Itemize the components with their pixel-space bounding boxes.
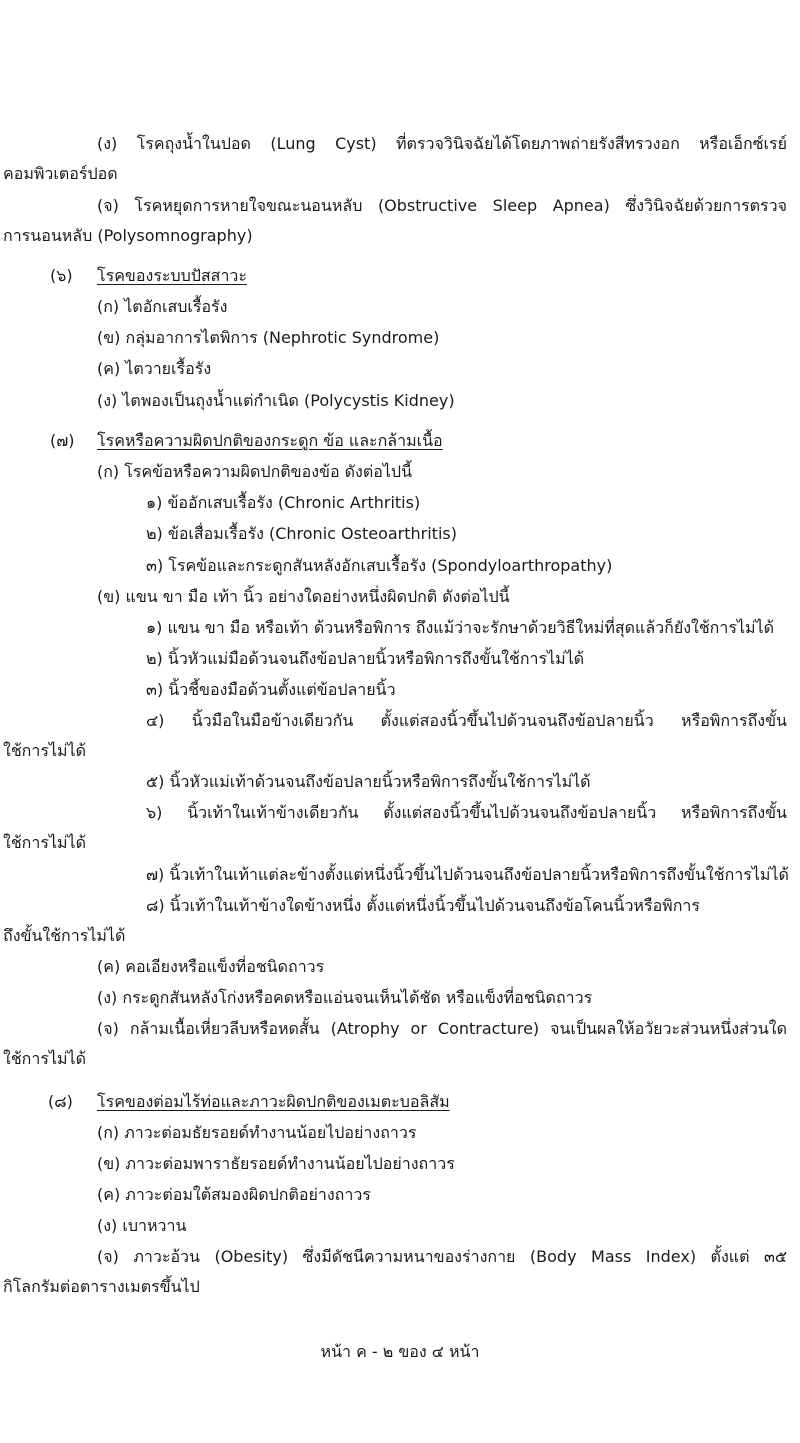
section-8-item-1: (ก) ภาวะต่อมธัยรอยด์ทำงานน้อยไปอย่างถาวร xyxy=(97,1123,417,1142)
section-7b-item-2: ๒) นิ้วหัวแม่มือด้วนจนถึงข้อปลายนิ้วหรือพิการถึงขั้นใช้การไม่ได้ xyxy=(146,649,585,668)
section-6-item-2: (ข) กลุ่มอาการไตพิการ (Nephrotic Syndrome) xyxy=(97,328,440,347)
section-7-heading: โรคหรือความผิดปกติของกระดูก ข้อ และกล้ามเนื้อ xyxy=(97,431,443,450)
section-8-item-4: (ง) เบาหวาน xyxy=(97,1216,187,1235)
section-7a-item-1: ๑) ข้ออักเสบเรื้อรัง (Chronic Arthritis) xyxy=(146,493,421,512)
section-6-item-4: (ง) ไตพองเป็นถุงน้ำแต่กำเนิด (Polycystis Kidney) xyxy=(97,391,455,410)
section-7b-item-4-line1: ๔) นิ้วมือในมือข้างเดียวกัน ตั้งแต่สองนิ้วขึ้นไปด้วนจนถึงข้อปลายนิ้ว หรือพิการถึงขั้น xyxy=(146,711,787,730)
section-7a-title: (ก) โรคข้อหรือความผิดปกติของข้อ ดังต่อไปนี้ xyxy=(97,462,412,481)
section-7e-line2: ใช้การไม่ได้ xyxy=(3,1049,86,1068)
section-7b-item-4-line2: ใช้การไม่ได้ xyxy=(3,741,86,760)
section-8-number: (๘) xyxy=(48,1092,73,1111)
section-7b-item-1: ๑) แขน ขา มือ หรือเท้า ด้วนหรือพิการ ถึงแม้ว่าจะรักษาด้วยวิธีใหม่ที่สุดแล้วก็ยังใช้การไม่ได้ xyxy=(146,618,774,637)
item-ng-lung-cyst-line2: คอมพิวเตอร์ปอด xyxy=(3,164,118,183)
section-7b-item-8-line2: ถึงขั้นใช้การไม่ได้ xyxy=(3,926,126,945)
section-8-heading: โรคของต่อมไร้ท่อและภาวะผิดปกติของเมตะบอลิสัม xyxy=(97,1092,450,1111)
section-6-heading: โรคของระบบปัสสาวะ xyxy=(97,266,247,285)
section-7e-line1: (จ) กล้ามเนื้อเหี่ยวลีบหรือหดสั้น (Atrophy or Contracture) จนเป็นผลให้อวัยวะส่วนหนึ่งส่วนใด xyxy=(97,1019,787,1038)
section-7b-item-8-line1: ๘) นิ้วเท้าในเท้าข้างใดข้างหนึ่ง ตั้งแต่หนึ่งนิ้วขึ้นไปด้วนจนถึงข้อโคนนิ้วหรือพิการ xyxy=(146,896,700,915)
section-8e-line2: กิโลกรัมต่อตารางเมตรขึ้นไป xyxy=(3,1277,200,1296)
section-6-item-1: (ก) ไตอักเสบเรื้อรัง xyxy=(97,297,228,316)
item-jo-sleep-apnea-line2: การนอนหลับ (Polysomnography) xyxy=(3,226,253,245)
section-7d: (ง) กระดูกสันหลังโก่งหรือคดหรือแอ่นจนเห็นได้ชัด หรือแข็งที่อชนิดถาวร xyxy=(97,988,593,1007)
section-6-number: (๖) xyxy=(50,266,73,285)
section-8e-line1: (จ) ภาวะอ้วน (Obesity) ซึ่งมีดัชนีความหนาของร่างกาย (Body Mass Index) ตั้งแต่ ๓๕ xyxy=(97,1247,787,1266)
section-6-item-3: (ค) ไตวายเรื้อรัง xyxy=(97,359,212,378)
item-jo-sleep-apnea-line1: (จ) โรคหยุดการหายใจขณะนอนหลับ (Obstructive Sleep Apnea) ซึ่งวินิจฉัยด้วยการตรวจ xyxy=(97,196,787,215)
section-7b-item-6-line2: ใช้การไม่ได้ xyxy=(3,833,86,852)
item-ng-lung-cyst-line1: (ง) โรคถุงน้ำในปอด (Lung Cyst) ที่ตรวจวินิจฉัยได้โดยภาพถ่ายรังสีทรวงอก หรือเอ็กซ์เรย์ xyxy=(97,134,787,153)
section-7b-item-5: ๕) นิ้วหัวแม่เท้าด้วนจนถึงข้อปลายนิ้วหรือพิการถึงขั้นใช้การไม่ได้ xyxy=(146,772,591,791)
section-7a-item-3: ๓) โรคข้อและกระดูกสันหลังอักเสบเรื้อรัง (Spondyloarthropathy) xyxy=(146,556,613,575)
section-8-item-2: (ข) ภาวะต่อมพาราธัยรอยด์ทำงานน้อยไปอย่างถาวร xyxy=(97,1154,455,1173)
section-7b-item-7: ๗) นิ้วเท้าในเท้าแต่ละข้างตั้งแต่หนึ่งนิ้วขึ้นไปด้วนจนถึงข้อปลายนิ้วหรือพิการถึงขั้นใช้การไม่ได้ xyxy=(146,865,789,884)
section-7c: (ค) คอเอียงหรือแข็งที่อชนิดถาวร xyxy=(97,957,325,976)
section-7b-item-3: ๓) นิ้วชี้ของมือด้วนตั้งแต่ข้อปลายนิ้ว xyxy=(146,680,396,699)
section-8-item-3: (ค) ภาวะต่อมใต้สมองผิดปกติอย่างถาวร xyxy=(97,1185,371,1204)
section-7b-title: (ข) แขน ขา มือ เท้า นิ้ว อย่างใดอย่างหนึ่งผิดปกติ ดังต่อไปนี้ xyxy=(97,587,510,606)
section-7b-item-6-line1: ๖) นิ้วเท้าในเท้าข้างเดียวกัน ตั้งแต่สองนิ้วขึ้นไปด้วนจนถึงข้อปลายนิ้ว หรือพิการถึงขั้น xyxy=(146,803,787,822)
page-footer: หน้า ค - ๒ ของ ๔ หน้า xyxy=(320,1342,480,1361)
section-7a-item-2: ๒) ข้อเสื่อมเรื้อรัง (Chronic Osteoarthritis) xyxy=(146,524,457,543)
section-7-number: (๗) xyxy=(50,431,75,450)
